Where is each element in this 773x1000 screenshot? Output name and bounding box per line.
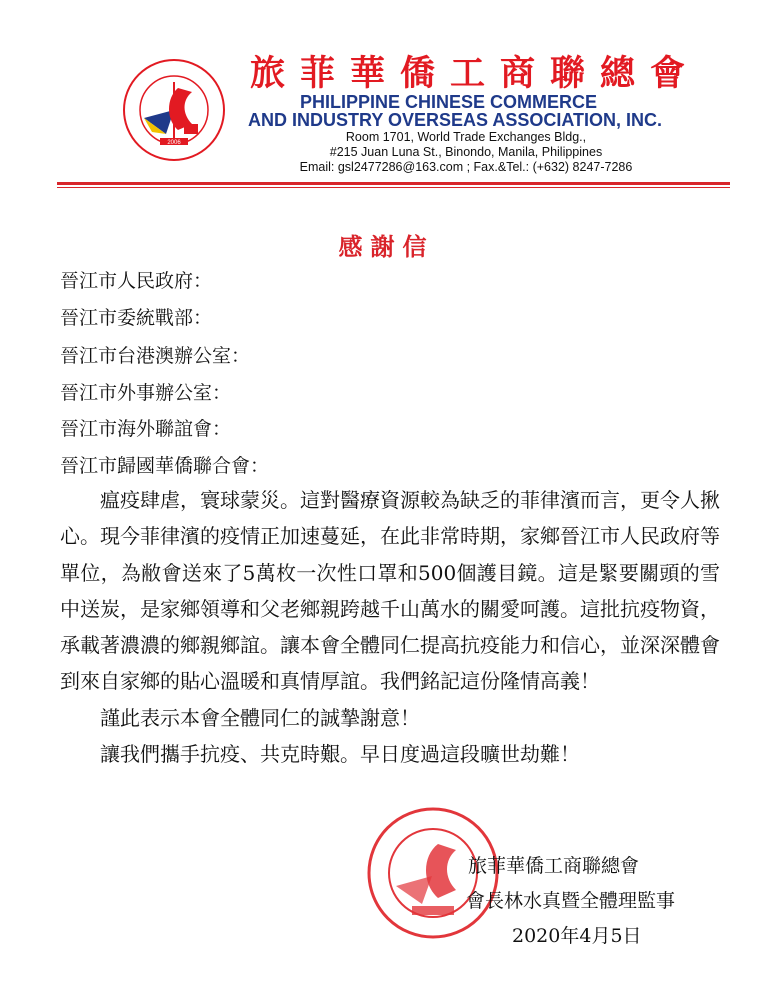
signature-date: 2020年4月5日 [512,925,642,947]
recipient-line: 晉江市外事辦公室： [60,382,232,404]
header-divider-thick [57,182,730,185]
contact-line: Email: gsl2477286@163.com ; Fax.&Tel.: (+632) 8247-7286 [299,160,633,174]
recipient-line: 晉江市海外聯誼會： [60,418,232,440]
address-line1: Room 1701, World Trade Exchanges Bldg., [345,130,587,144]
header-divider-thin [57,187,730,188]
closing-line-2: 讓我們攜手抗疫、共克時艱。早日度過這段曠世劫難！ [100,742,580,767]
letter-body [60,482,720,772]
org-name-english-line2: AND INDUSTRY OVERSEAS ASSOCIATION, INC. [248,110,663,130]
recipient-line: 晉江市歸國華僑聯合會： [60,455,270,477]
org-name-chinese: 旅菲華僑工商聯總會 [250,53,701,94]
recipient-line: 晉江市委統戰部： [60,307,213,329]
signature-organization: 旅菲華僑工商聯總會 [468,855,640,877]
recipient-line: 晉江市人民政府： [60,270,213,292]
address-line2: #215 Juan Luna St., Binondo, Manila, Philippines [329,145,603,159]
signature-signer: 會長林水真暨全體理監事 [466,890,676,912]
association-logo [122,58,226,162]
recipient-line: 晉江市台港澳辦公室： [60,345,251,367]
letter-title: 感謝信 [338,232,435,261]
body-paragraph: 瘟疫肆虐，寰球蒙災。這對醫療資源較為缺乏的菲律濱而言，更令人揪心。現今菲律濱的疫情正加速蔓延，在此非常時期，家鄉晉江市人民政府等單位，為敝會送來了5萬枚一次性口罩和500個護目鏡。這是緊要關頭的雪中送炭，是家鄉領導和父老鄉親跨越千山萬水的關愛呵護。這批抗疫物資，承載著濃濃的鄉親鄉誼。讓本會全體同仁提高抗疫能力和信心，並深深體會到來自家鄉的貼心溫暖和真情厚誼。我們銘記這份隆情高義！ [60,488,720,694]
closing-line-1: 謹此表示本會全體同仁的誠摯謝意！ [100,705,420,730]
org-name-english-line1: PHILIPPINE CHINESE COMMERCE [300,92,598,112]
logo-year: 2006 [167,140,181,146]
